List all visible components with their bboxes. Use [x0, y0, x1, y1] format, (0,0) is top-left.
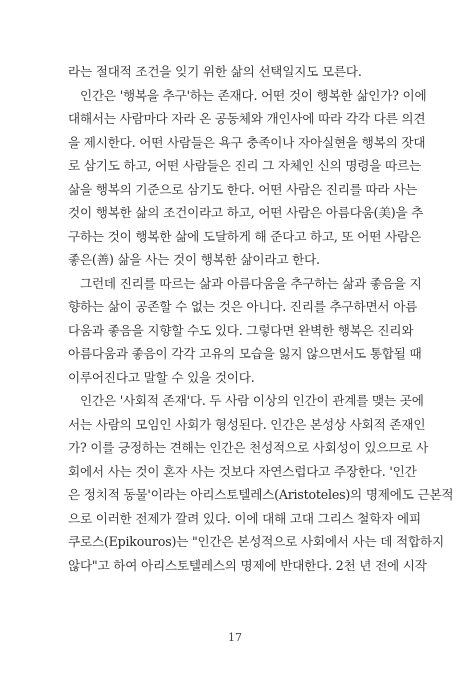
body-text: [68, 60, 454, 577]
text-line: 아름다움과 좋음이 각각 고유의 모습을 잃지 않으면서도 통합될 때: [68, 346, 422, 361]
text-line: 다움과 좋음을 지향할 수도 있다. 그렇다면 완벽한 행복은 진리와: [68, 322, 414, 338]
text-line: 그런데 진리를 따르는 삶과 아름다움을 추구하는 삶과 좋음을 지: [80, 275, 422, 291]
text-line: 좋은(善) 삶을 사는 것이 행복한 삶이라고 한다.: [68, 252, 320, 267]
text-line: 로 삼기도 하고, 어떤 사람들은 진리 그 자체인 신의 명령을 따르는: [68, 158, 421, 173]
text-line: 향하는 삶이 공존할 수 없는 것은 아니다. 진리를 추구하면서 아름: [68, 299, 418, 314]
text-line: 라는 절대적 조건을 잊기 위한 삶의 선택일지도 모른다.: [68, 64, 362, 79]
text-line: 회에서 사는 것이 혼자 사는 것보다 자연스럽다고 주장한다. '인간: [68, 463, 417, 479]
text-line: 인간은 '행복을 추구'하는 존재다. 어떤 것이 행복한 삶인가? 이에: [80, 87, 427, 103]
text-line: 서는 사람의 모임인 사회가 형성된다. 인간은 본성상 사회적 존재인: [68, 416, 426, 432]
text-line: 삶을 행복의 기준으로 삼기도 한다. 어떤 사람은 진리를 따라 사는: [68, 181, 418, 197]
text-line: 구하는 것이 행복한 삶에 도달하게 해 준다고 하고, 또 어떤 사람은: [68, 228, 421, 244]
page-number: 17: [228, 631, 242, 644]
text-line: 대해서는 사람마다 자라 온 공동체와 개인사에 따라 각각 다른 의견: [68, 111, 426, 126]
text-line: 가? 이를 긍정하는 견해는 인간은 천성적으로 사회성이 있으므로 사: [68, 440, 429, 455]
text-line: 않다"고 하여 아리스토텔레스의 명제에 반대한다. 2천 년 전에 시작: [68, 557, 427, 573]
text-line: 것이 행복한 삶의 조건이라고 하고, 어떤 사람은 아름다움(美)을 추: [68, 205, 424, 220]
text-line: 으로 이러한 전제가 깔려 있다. 이에 대해 고대 그리스 철학자 에피: [68, 510, 421, 526]
text-line: 을 제시한다. 어떤 사람들은 욕구 충족이나 자아실현을 행복의 잣대: [68, 134, 426, 150]
text-line: 은 정치적 동물'이라는 아리스토텔레스(Aristoteles)의 명제에도 근본적: [68, 487, 454, 502]
text-line: 이루어진다고 말할 수 있을 것이다.: [68, 369, 255, 385]
text-line: 쿠로스(Epikouros)는 "인간은 본성적으로 사회에서 사는 데 적합하지: [68, 534, 444, 549]
text-line: 인간은 '사회적 존재'다. 두 사람 이상의 인간이 관계를 맺는 곳에: [80, 393, 424, 408]
